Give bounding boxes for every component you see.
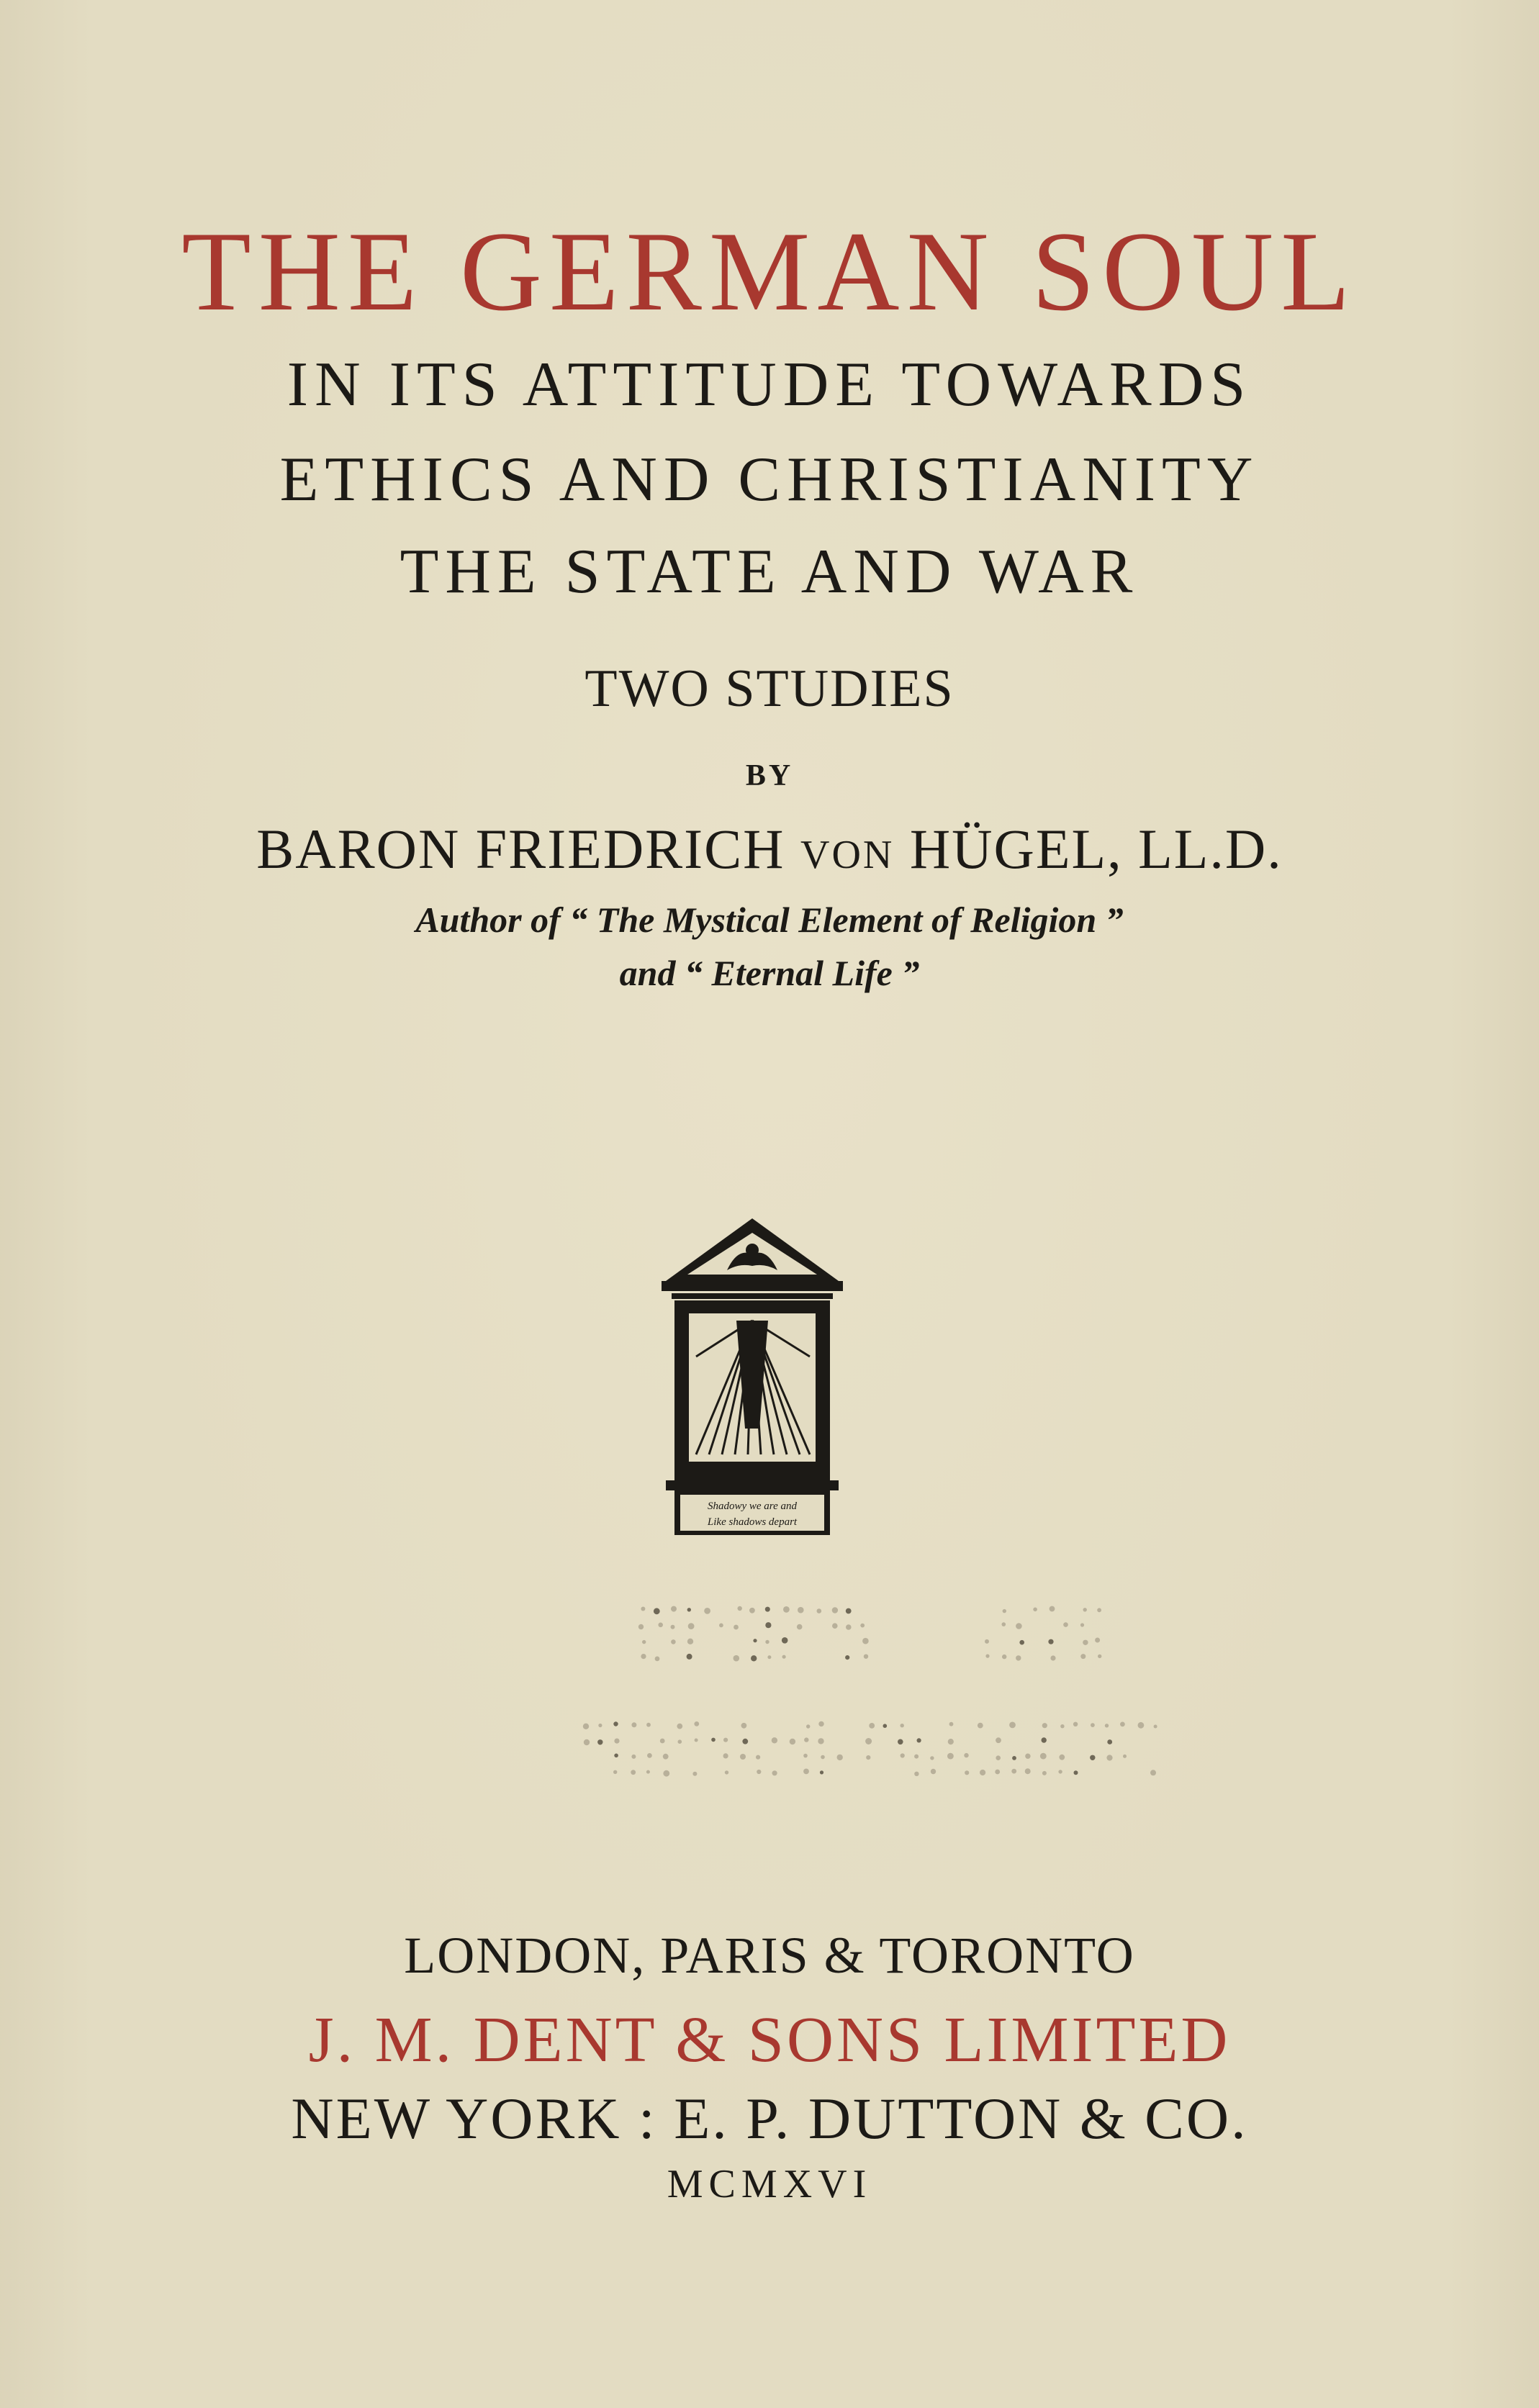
- braille-dot: [914, 1755, 919, 1759]
- braille-dot: [985, 1639, 989, 1644]
- braille-dot: [725, 1770, 728, 1774]
- braille-dot: [783, 1606, 790, 1613]
- book-title: THE GERMAN SOUL: [181, 209, 1358, 335]
- braille-dot: [798, 1607, 804, 1613]
- braille-dot: [765, 1640, 769, 1644]
- subtitle-line-3: THE STATE AND WAR: [400, 537, 1139, 607]
- braille-dot: [948, 1739, 954, 1744]
- braille-dot: [642, 1640, 646, 1644]
- braille-dot: [1025, 1754, 1030, 1759]
- braille-dot: [695, 1739, 698, 1742]
- braille-dot: [1080, 1654, 1086, 1659]
- braille-dot: [1002, 1622, 1006, 1626]
- braille-dot: [1083, 1640, 1088, 1645]
- braille-dot: [671, 1625, 675, 1629]
- braille-dot: [756, 1755, 760, 1760]
- braille-dot: [753, 1639, 757, 1642]
- author-name-last: HÜGEL, LL.D.: [909, 818, 1283, 880]
- braille-dot: [631, 1755, 636, 1759]
- braille-dot: [996, 1755, 1001, 1760]
- braille-dot: [965, 1770, 969, 1775]
- braille-dot: [917, 1738, 921, 1742]
- braille-dot: [1003, 1609, 1006, 1613]
- braille-dot: [1025, 1768, 1031, 1774]
- author-name-first: BARON FRIEDRICH: [256, 818, 785, 880]
- braille-dot: [901, 1753, 905, 1757]
- braille-dot: [1074, 1770, 1078, 1775]
- braille-dot: [671, 1639, 676, 1644]
- braille-dot: [692, 1772, 697, 1776]
- other-works-line-2: and “ Eternal Life ”: [619, 953, 920, 993]
- braille-dot: [806, 1724, 810, 1728]
- braille-dot: [883, 1724, 888, 1728]
- braille-dot: [860, 1624, 865, 1628]
- braille-dot: [1138, 1722, 1145, 1729]
- braille-dot: [584, 1739, 590, 1745]
- braille-dot: [820, 1770, 823, 1774]
- braille-dot: [817, 1608, 822, 1613]
- braille-dot: [641, 1654, 646, 1659]
- braille-dot: [646, 1770, 650, 1774]
- braille-dot: [613, 1770, 617, 1774]
- braille-dot: [742, 1739, 748, 1744]
- braille-dot: [647, 1753, 652, 1758]
- braille-dot: [978, 1723, 983, 1729]
- braille-dot: [663, 1770, 669, 1777]
- imprint-new-york: NEW YORK : E. P. DUTTON & CO.: [291, 2086, 1248, 2151]
- braille-dot: [980, 1770, 985, 1775]
- braille-dot: [663, 1754, 669, 1760]
- braille-dot: [865, 1738, 872, 1744]
- braille-dot: [704, 1608, 710, 1614]
- braille-dot: [1097, 1608, 1101, 1612]
- author-name: [0, 813, 1539, 891]
- braille-dot: [687, 1654, 692, 1660]
- braille-dot: [832, 1607, 838, 1613]
- braille-dot: [757, 1770, 761, 1774]
- braille-dot: [1073, 1722, 1078, 1726]
- braille-dot: [782, 1655, 786, 1659]
- braille-dot: [1012, 1756, 1016, 1760]
- braille-dot: [832, 1623, 838, 1629]
- braille-dot: [947, 1753, 954, 1760]
- braille-dot: [1091, 1723, 1095, 1727]
- imprint-cities: LONDON, PARIS & TORONTO: [404, 1927, 1135, 1984]
- braille-dot: [1083, 1608, 1087, 1611]
- subtitle-line-2: ETHICS AND CHRISTIANITY: [279, 445, 1260, 515]
- braille-dot: [790, 1739, 795, 1744]
- braille-dot: [1058, 1770, 1062, 1773]
- braille-dot: [804, 1737, 808, 1742]
- subtitle-line-1: IN ITS ATTITUDE TOWARDS: [286, 350, 1253, 420]
- braille-dot: [734, 1625, 739, 1630]
- braille-dot: [658, 1623, 663, 1628]
- braille-dot: [901, 1724, 904, 1727]
- braille-dot: [1095, 1638, 1100, 1643]
- braille-dot: [985, 1655, 989, 1658]
- braille-dot: [1050, 1606, 1055, 1612]
- braille-dot: [734, 1655, 740, 1662]
- braille-dot: [1016, 1623, 1022, 1629]
- braille-dot: [641, 1607, 645, 1611]
- printers-device-sundial-icon: [659, 1213, 846, 1538]
- braille-dot: [845, 1655, 849, 1660]
- braille-dot: [1154, 1725, 1157, 1729]
- braille-dot: [1120, 1722, 1125, 1727]
- braille-dot: [1106, 1755, 1112, 1760]
- braille-dot: [995, 1770, 1000, 1775]
- braille-dot: [1048, 1639, 1053, 1644]
- braille-dot: [723, 1753, 728, 1758]
- author-name-particle: VON: [800, 833, 895, 877]
- braille-dot: [1009, 1722, 1016, 1729]
- braille-dot: [1002, 1655, 1006, 1659]
- braille-dot: [949, 1722, 954, 1726]
- device-motto-line-1: Shadowy we are and: [707, 1501, 798, 1512]
- braille-dot: [1042, 1737, 1047, 1742]
- braille-dot: [930, 1756, 934, 1760]
- braille-dot: [614, 1754, 618, 1758]
- braille-dot: [782, 1637, 788, 1644]
- braille-dot: [864, 1655, 868, 1659]
- braille-dot: [631, 1722, 636, 1727]
- library-braille-stamp: [569, 1601, 1181, 1817]
- braille-dot: [765, 1607, 770, 1612]
- braille-dot: [613, 1721, 618, 1726]
- braille-dot: [1033, 1608, 1037, 1612]
- studies-label: TWO STUDIES: [585, 659, 954, 718]
- braille-dot: [1050, 1655, 1055, 1660]
- braille-dot: [1019, 1640, 1024, 1645]
- braille-dot: [837, 1755, 843, 1760]
- braille-dot: [797, 1624, 803, 1630]
- braille-dot: [688, 1623, 695, 1629]
- braille-dot: [1063, 1622, 1068, 1627]
- braille-dot: [931, 1769, 936, 1774]
- braille-dot: [719, 1624, 723, 1628]
- braille-dot: [751, 1655, 757, 1661]
- braille-dot: [711, 1738, 716, 1742]
- braille-dot: [996, 1737, 1001, 1743]
- braille-dot: [1080, 1623, 1084, 1626]
- device-motto-line-2: Like shadows depart: [707, 1516, 798, 1528]
- other-works-line-1: Author of “ The Mystical Element of Religion ”: [415, 900, 1124, 940]
- braille-dot: [1105, 1724, 1109, 1727]
- braille-dot: [803, 1769, 809, 1775]
- braille-dot: [914, 1772, 919, 1776]
- braille-dot: [1040, 1753, 1047, 1760]
- braille-dot: [740, 1754, 746, 1760]
- braille-dot: [660, 1739, 665, 1744]
- by-label: BY: [745, 759, 794, 792]
- braille-dot: [741, 1723, 747, 1729]
- braille-dot: [818, 1721, 823, 1726]
- braille-dot: [821, 1755, 825, 1760]
- braille-dot: [723, 1738, 728, 1742]
- braille-dot: [654, 1608, 660, 1614]
- braille-dot: [803, 1754, 808, 1758]
- imprint-publisher: J. M. DENT & SONS LIMITED: [308, 2004, 1231, 2076]
- braille-dot: [964, 1753, 968, 1757]
- braille-dot: [1098, 1655, 1101, 1658]
- braille-dot: [862, 1638, 869, 1644]
- braille-dot: [866, 1755, 870, 1760]
- braille-dot: [1090, 1755, 1095, 1760]
- braille-dot: [846, 1608, 852, 1614]
- braille-dot: [1107, 1739, 1112, 1744]
- braille-dot: [687, 1639, 693, 1644]
- braille-dot: [1011, 1769, 1016, 1774]
- braille-dot: [1060, 1724, 1064, 1728]
- braille-dot: [772, 1737, 777, 1743]
- braille-dot: [765, 1622, 771, 1628]
- braille-dot: [767, 1655, 771, 1659]
- braille-dot: [655, 1657, 660, 1662]
- braille-dot: [1042, 1771, 1047, 1775]
- braille-dot: [583, 1724, 589, 1729]
- braille-dot: [1059, 1755, 1065, 1760]
- braille-dot: [694, 1721, 699, 1726]
- braille-dot: [1016, 1655, 1021, 1660]
- braille-dot: [598, 1724, 602, 1727]
- braille-dot: [671, 1606, 677, 1612]
- braille-dot: [1123, 1755, 1127, 1758]
- braille-dot: [1150, 1770, 1156, 1775]
- braille-dot: [631, 1770, 636, 1775]
- braille-dot: [646, 1723, 651, 1727]
- braille-dot: [597, 1739, 602, 1744]
- braille-dot: [1042, 1723, 1047, 1728]
- braille-dot: [818, 1738, 823, 1744]
- braille-dot: [678, 1739, 682, 1744]
- braille-dot: [846, 1624, 852, 1630]
- braille-dot: [898, 1739, 903, 1745]
- braille-dot: [687, 1608, 691, 1611]
- braille-dot: [749, 1608, 755, 1613]
- braille-dot: [677, 1724, 682, 1729]
- braille-dot: [614, 1739, 619, 1744]
- braille-dot: [638, 1624, 644, 1629]
- braille-dot: [869, 1723, 875, 1729]
- braille-dot: [738, 1606, 742, 1611]
- braille-dot: [772, 1770, 777, 1775]
- imprint-year: MCMXVI: [667, 2162, 872, 2206]
